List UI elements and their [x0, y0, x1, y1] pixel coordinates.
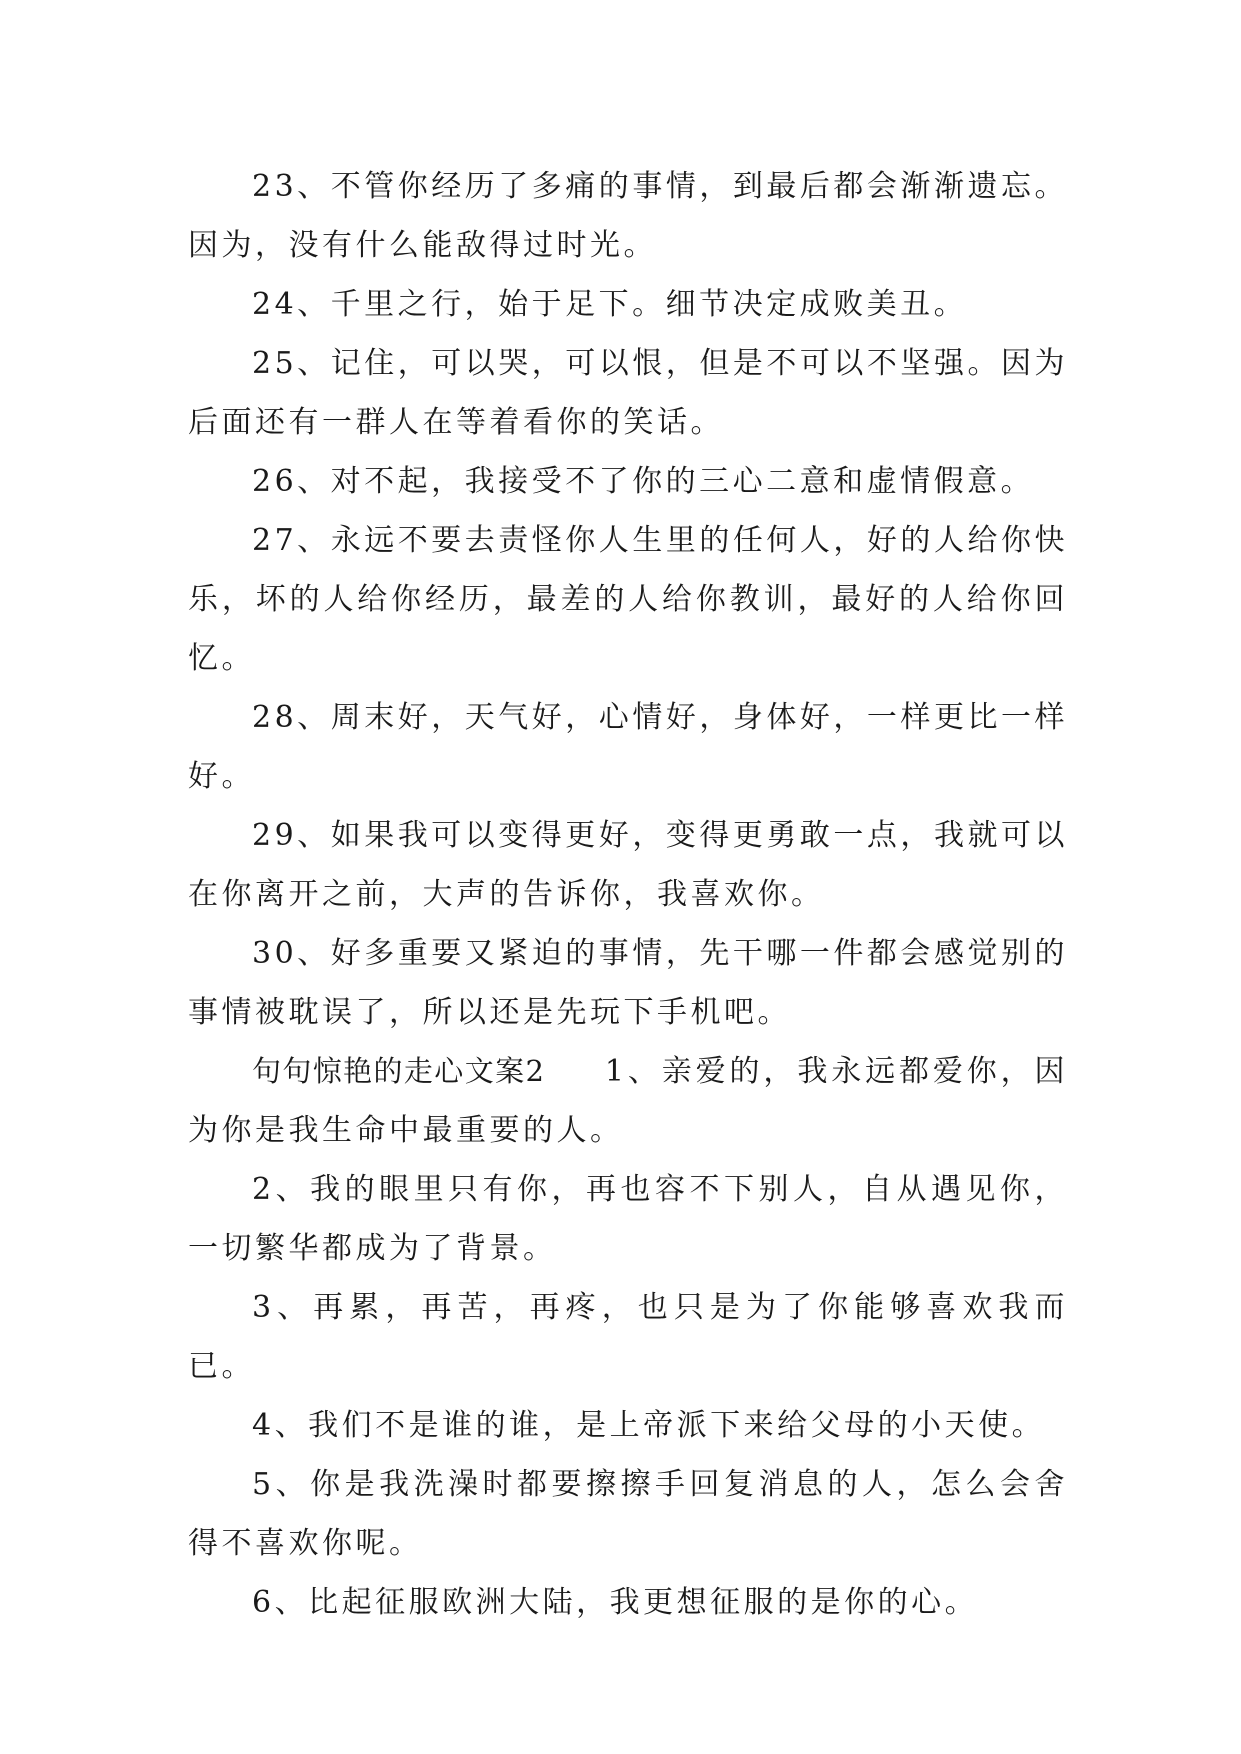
paragraph-4: 4、我们不是谁的谁，是上帝派下来给父母的小天使。	[252, 1408, 1046, 1443]
paragraph-6: 6、比起征服欧洲大陆，我更想征服的是你的心。	[252, 1585, 979, 1620]
document-body	[188, 157, 1068, 1632]
paragraph-3: 3、再累，再苦，再疼，也只是为了你能够喜欢我而已。	[188, 1290, 1068, 1384]
paragraph-5: 5、你是我洗澡时都要擦擦手回复消息的人，怎么会舍得不喜欢你呢。	[188, 1467, 1068, 1561]
paragraph-27: 27、永远不要去责怪你人生里的任何人，好的人给你快乐，坏的人给你经历，最差的人给你教训，最好的人给你回忆。	[188, 523, 1068, 676]
section-heading: 句句惊艳的走心文案2	[252, 1054, 545, 1088]
paragraph-26: 26、对不起，我接受不了你的三心二意和虚情假意。	[252, 464, 1035, 499]
paragraph-24: 24、千里之行，始于足下。细节决定成败美丑。	[252, 287, 968, 322]
paragraph-25: 25、记住，可以哭，可以恨，但是不可以不坚强。因为后面还有一群人在等着看你的笑话。	[188, 346, 1068, 440]
section-heading-paragraph	[188, 1042, 1068, 1160]
paragraph-2: 2、我的眼里只有你，再也容不下别人，自从遇见你，一切繁华都成为了背景。	[188, 1172, 1068, 1266]
paragraph-28: 28、周末好，天气好，心情好，身体好，一样更比一样好。	[188, 700, 1068, 794]
paragraph-30: 30、好多重要又紧迫的事情，先干哪一件都会感觉别的事情被耽误了，所以还是先玩下手机吧。	[188, 936, 1068, 1030]
paragraph-23: 23、不管你经历了多痛的事情，到最后都会渐渐遗忘。因为，没有什么能敌得过时光。	[188, 169, 1068, 263]
paragraph-29: 29、如果我可以变得更好，变得更勇敢一点，我就可以在你离开之前，大声的告诉你，我喜欢你。	[188, 818, 1068, 912]
paragraph-1: 1、亲爱的，我永远都爱你，因为你是我生命中最重要的人。	[188, 1054, 1069, 1148]
